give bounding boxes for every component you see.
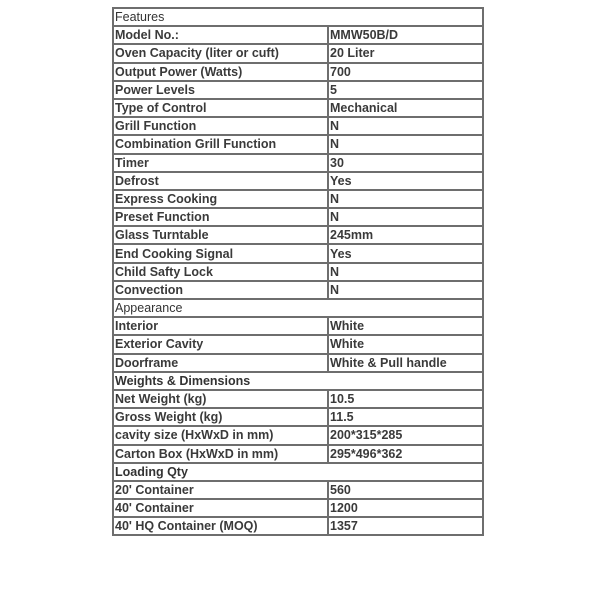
table-row bbox=[113, 172, 483, 190]
table-row bbox=[113, 117, 483, 135]
spec-value: 1357 bbox=[328, 517, 483, 535]
table-row bbox=[113, 81, 483, 99]
section-header-row bbox=[113, 8, 483, 26]
table-row bbox=[113, 517, 483, 535]
table-row bbox=[113, 208, 483, 226]
spec-value: N bbox=[328, 190, 483, 208]
table-row bbox=[113, 408, 483, 426]
section-title: Weights & Dimensions bbox=[113, 372, 483, 390]
spec-value: White bbox=[328, 317, 483, 335]
spec-value: White bbox=[328, 335, 483, 353]
spec-value: 245mm bbox=[328, 226, 483, 244]
spec-table bbox=[112, 7, 484, 536]
section-title: Appearance bbox=[113, 299, 483, 317]
spec-label: Defrost bbox=[113, 172, 328, 190]
table-row bbox=[113, 499, 483, 517]
table-row bbox=[113, 26, 483, 44]
spec-label: Output Power (Watts) bbox=[113, 63, 328, 81]
spec-value: 1200 bbox=[328, 499, 483, 517]
table-row bbox=[113, 281, 483, 299]
spec-value: N bbox=[328, 281, 483, 299]
spec-label: Express Cooking bbox=[113, 190, 328, 208]
table-row bbox=[113, 263, 483, 281]
spec-value: N bbox=[328, 117, 483, 135]
spec-value: Mechanical bbox=[328, 99, 483, 117]
spec-label: Preset Function bbox=[113, 208, 328, 226]
spec-value: 560 bbox=[328, 481, 483, 499]
spec-label: Timer bbox=[113, 154, 328, 172]
spec-value: 20 Liter bbox=[328, 44, 483, 62]
spec-label: Doorframe bbox=[113, 354, 328, 372]
spec-label: Glass Turntable bbox=[113, 226, 328, 244]
spec-label: Oven Capacity (liter or cuft) bbox=[113, 44, 328, 62]
spec-value: 10.5 bbox=[328, 390, 483, 408]
table-row bbox=[113, 226, 483, 244]
table-row bbox=[113, 445, 483, 463]
spec-label: 40' Container bbox=[113, 499, 328, 517]
spec-value: 700 bbox=[328, 63, 483, 81]
spec-value: N bbox=[328, 263, 483, 281]
spec-label: cavity size (HxWxD in mm) bbox=[113, 426, 328, 444]
spec-label: Combination Grill Function bbox=[113, 135, 328, 153]
section-header-row bbox=[113, 299, 483, 317]
spec-label: Exterior Cavity bbox=[113, 335, 328, 353]
spec-value: N bbox=[328, 135, 483, 153]
spec-label: Convection bbox=[113, 281, 328, 299]
spec-label: Interior bbox=[113, 317, 328, 335]
table-row bbox=[113, 244, 483, 262]
spec-label: Power Levels bbox=[113, 81, 328, 99]
spec-label: Type of Control bbox=[113, 99, 328, 117]
spec-value: MMW50B/D bbox=[328, 26, 483, 44]
spec-value: Yes bbox=[328, 172, 483, 190]
table-row bbox=[113, 99, 483, 117]
spec-value: N bbox=[328, 208, 483, 226]
spec-label: Net Weight (kg) bbox=[113, 390, 328, 408]
spec-value: 11.5 bbox=[328, 408, 483, 426]
section-title: Features bbox=[113, 8, 483, 26]
spec-value: Yes bbox=[328, 244, 483, 262]
spec-label: Grill Function bbox=[113, 117, 328, 135]
table-row bbox=[113, 481, 483, 499]
table-row bbox=[113, 426, 483, 444]
spec-table-body bbox=[113, 8, 483, 535]
table-row bbox=[113, 154, 483, 172]
spec-label: 40' HQ Container (MOQ) bbox=[113, 517, 328, 535]
spec-value: 200*315*285 bbox=[328, 426, 483, 444]
spec-label: Child Safty Lock bbox=[113, 263, 328, 281]
table-row bbox=[113, 44, 483, 62]
table-row bbox=[113, 390, 483, 408]
spec-label: End Cooking Signal bbox=[113, 244, 328, 262]
spec-value: 5 bbox=[328, 81, 483, 99]
spec-label: Carton Box (HxWxD in mm) bbox=[113, 445, 328, 463]
table-row bbox=[113, 190, 483, 208]
section-header-row bbox=[113, 463, 483, 481]
spec-value: White & Pull handle bbox=[328, 354, 483, 372]
spec-label: 20' Container bbox=[113, 481, 328, 499]
table-row bbox=[113, 135, 483, 153]
table-row bbox=[113, 317, 483, 335]
spec-value: 30 bbox=[328, 154, 483, 172]
spec-label: Gross Weight (kg) bbox=[113, 408, 328, 426]
spec-value: 295*496*362 bbox=[328, 445, 483, 463]
table-row bbox=[113, 335, 483, 353]
spec-label: Model No.: bbox=[113, 26, 328, 44]
table-row bbox=[113, 63, 483, 81]
table-row bbox=[113, 354, 483, 372]
section-title: Loading Qty bbox=[113, 463, 483, 481]
section-header-row bbox=[113, 372, 483, 390]
